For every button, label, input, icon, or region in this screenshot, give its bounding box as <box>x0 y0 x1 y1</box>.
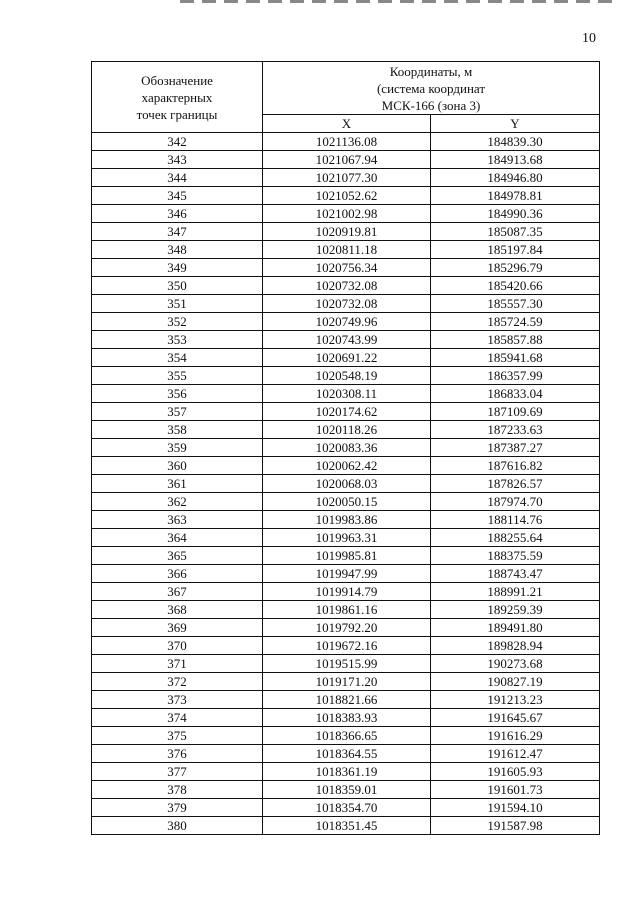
table-row <box>92 457 600 475</box>
table-row <box>92 763 600 781</box>
header-y: Y <box>431 115 600 133</box>
cell-x: 1018366.65 <box>263 727 431 745</box>
header-points: Обозначение характерных точек границы <box>92 62 263 133</box>
cell-y: 184990.36 <box>431 205 600 223</box>
cell-point: 380 <box>92 817 263 835</box>
cell-point: 377 <box>92 763 263 781</box>
cell-point: 353 <box>92 331 263 349</box>
header-coordinates: Координаты, м (система координат МСК-166 (зона 3) <box>263 62 600 115</box>
cell-point: 364 <box>92 529 263 547</box>
cell-x: 1021136.08 <box>263 133 431 151</box>
cell-point: 367 <box>92 583 263 601</box>
cell-x: 1020919.81 <box>263 223 431 241</box>
cell-point: 352 <box>92 313 263 331</box>
table-row <box>92 205 600 223</box>
table-row <box>92 187 600 205</box>
cell-x: 1018383.93 <box>263 709 431 727</box>
cell-y: 191601.73 <box>431 781 600 799</box>
cell-point: 358 <box>92 421 263 439</box>
cell-y: 185197.84 <box>431 241 600 259</box>
cell-y: 185941.68 <box>431 349 600 367</box>
cell-x: 1018361.19 <box>263 763 431 781</box>
cell-x: 1019171.20 <box>263 673 431 691</box>
table-row <box>92 421 600 439</box>
table-row <box>92 403 600 421</box>
table-row <box>92 151 600 169</box>
table-row <box>92 817 600 835</box>
cell-x: 1021067.94 <box>263 151 431 169</box>
cell-x: 1019515.99 <box>263 655 431 673</box>
cell-y: 187387.27 <box>431 439 600 457</box>
table-row <box>92 547 600 565</box>
table-row <box>92 781 600 799</box>
cell-x: 1020732.08 <box>263 277 431 295</box>
cell-point: 368 <box>92 601 263 619</box>
table-row <box>92 583 600 601</box>
table-row <box>92 655 600 673</box>
cell-y: 191612.47 <box>431 745 600 763</box>
cell-x: 1020068.03 <box>263 475 431 493</box>
table-row <box>92 601 600 619</box>
cell-y: 190273.68 <box>431 655 600 673</box>
cell-y: 191594.10 <box>431 799 600 817</box>
cell-y: 185724.59 <box>431 313 600 331</box>
cell-y: 191616.29 <box>431 727 600 745</box>
cell-point: 371 <box>92 655 263 673</box>
table-row <box>92 745 600 763</box>
cell-point: 346 <box>92 205 263 223</box>
cell-x: 1021052.62 <box>263 187 431 205</box>
cell-x: 1019792.20 <box>263 619 431 637</box>
cell-point: 376 <box>92 745 263 763</box>
table-row <box>92 691 600 709</box>
cell-y: 191213.23 <box>431 691 600 709</box>
cell-y: 187109.69 <box>431 403 600 421</box>
cell-point: 349 <box>92 259 263 277</box>
cell-x: 1020811.18 <box>263 241 431 259</box>
cell-y: 191605.93 <box>431 763 600 781</box>
cell-y: 189259.39 <box>431 601 600 619</box>
cell-y: 190827.19 <box>431 673 600 691</box>
cell-x: 1018821.66 <box>263 691 431 709</box>
cell-x: 1019985.81 <box>263 547 431 565</box>
cell-y: 191587.98 <box>431 817 600 835</box>
table-row <box>92 709 600 727</box>
cell-x: 1021077.30 <box>263 169 431 187</box>
cell-y: 184946.80 <box>431 169 600 187</box>
cell-x: 1019963.31 <box>263 529 431 547</box>
cell-x: 1020749.96 <box>263 313 431 331</box>
cell-y: 185557.30 <box>431 295 600 313</box>
cell-y: 187616.82 <box>431 457 600 475</box>
cell-y: 188375.59 <box>431 547 600 565</box>
table-row <box>92 511 600 529</box>
cell-x: 1020083.36 <box>263 439 431 457</box>
cell-point: 345 <box>92 187 263 205</box>
cell-y: 188114.76 <box>431 511 600 529</box>
table-row <box>92 241 600 259</box>
table-row <box>92 133 600 151</box>
cell-y: 188743.47 <box>431 565 600 583</box>
table-row <box>92 439 600 457</box>
table-row <box>92 259 600 277</box>
cell-x: 1020743.99 <box>263 331 431 349</box>
table-row <box>92 727 600 745</box>
cell-x: 1020050.15 <box>263 493 431 511</box>
cell-y: 189491.80 <box>431 619 600 637</box>
cell-point: 362 <box>92 493 263 511</box>
cell-point: 375 <box>92 727 263 745</box>
cell-x: 1021002.98 <box>263 205 431 223</box>
cell-point: 357 <box>92 403 263 421</box>
cell-x: 1020174.62 <box>263 403 431 421</box>
cell-x: 1020548.19 <box>263 367 431 385</box>
cell-point: 355 <box>92 367 263 385</box>
cell-point: 363 <box>92 511 263 529</box>
cell-y: 188991.21 <box>431 583 600 601</box>
cell-point: 351 <box>92 295 263 313</box>
cell-x: 1020308.11 <box>263 385 431 403</box>
cell-point: 343 <box>92 151 263 169</box>
cell-point: 350 <box>92 277 263 295</box>
cell-point: 360 <box>92 457 263 475</box>
cell-y: 186357.99 <box>431 367 600 385</box>
cell-point: 342 <box>92 133 263 151</box>
table-row <box>92 331 600 349</box>
table-row <box>92 367 600 385</box>
scan-edge-marks <box>180 0 620 3</box>
table-row <box>92 565 600 583</box>
table-row <box>92 673 600 691</box>
table-row <box>92 619 600 637</box>
cell-y: 187826.57 <box>431 475 600 493</box>
cell-x: 1020756.34 <box>263 259 431 277</box>
cell-point: 372 <box>92 673 263 691</box>
cell-x: 1019914.79 <box>263 583 431 601</box>
cell-x: 1019861.16 <box>263 601 431 619</box>
cell-point: 356 <box>92 385 263 403</box>
cell-point: 344 <box>92 169 263 187</box>
cell-x: 1018351.45 <box>263 817 431 835</box>
table-row <box>92 223 600 241</box>
cell-point: 359 <box>92 439 263 457</box>
cell-y: 184913.68 <box>431 151 600 169</box>
cell-point: 361 <box>92 475 263 493</box>
cell-y: 189828.94 <box>431 637 600 655</box>
cell-x: 1018364.55 <box>263 745 431 763</box>
table-row <box>92 313 600 331</box>
cell-point: 374 <box>92 709 263 727</box>
cell-y: 184839.30 <box>431 133 600 151</box>
cell-y: 185420.66 <box>431 277 600 295</box>
cell-x: 1019672.16 <box>263 637 431 655</box>
cell-x: 1019983.86 <box>263 511 431 529</box>
cell-point: 366 <box>92 565 263 583</box>
cell-y: 187233.63 <box>431 421 600 439</box>
cell-y: 185087.35 <box>431 223 600 241</box>
table-row <box>92 295 600 313</box>
header-x: X <box>263 115 431 133</box>
cell-point: 369 <box>92 619 263 637</box>
cell-x: 1019947.99 <box>263 565 431 583</box>
table-row <box>92 277 600 295</box>
cell-point: 347 <box>92 223 263 241</box>
cell-point: 365 <box>92 547 263 565</box>
cell-x: 1018354.70 <box>263 799 431 817</box>
page-number: 10 <box>582 31 596 46</box>
cell-point: 354 <box>92 349 263 367</box>
cell-y: 191645.67 <box>431 709 600 727</box>
cell-x: 1020732.08 <box>263 295 431 313</box>
cell-point: 378 <box>92 781 263 799</box>
cell-point: 373 <box>92 691 263 709</box>
cell-y: 184978.81 <box>431 187 600 205</box>
table-row <box>92 493 600 511</box>
cell-x: 1018359.01 <box>263 781 431 799</box>
table-row <box>92 529 600 547</box>
coordinates-table <box>91 61 600 835</box>
cell-y: 188255.64 <box>431 529 600 547</box>
cell-point: 370 <box>92 637 263 655</box>
table-row <box>92 799 600 817</box>
cell-x: 1020691.22 <box>263 349 431 367</box>
table-body <box>92 133 600 835</box>
cell-x: 1020062.42 <box>263 457 431 475</box>
table-row <box>92 169 600 187</box>
table-row <box>92 475 600 493</box>
table-row <box>92 637 600 655</box>
cell-y: 186833.04 <box>431 385 600 403</box>
cell-y: 185857.88 <box>431 331 600 349</box>
cell-y: 185296.79 <box>431 259 600 277</box>
table-row <box>92 385 600 403</box>
cell-point: 348 <box>92 241 263 259</box>
cell-y: 187974.70 <box>431 493 600 511</box>
cell-x: 1020118.26 <box>263 421 431 439</box>
table-row <box>92 349 600 367</box>
cell-point: 379 <box>92 799 263 817</box>
